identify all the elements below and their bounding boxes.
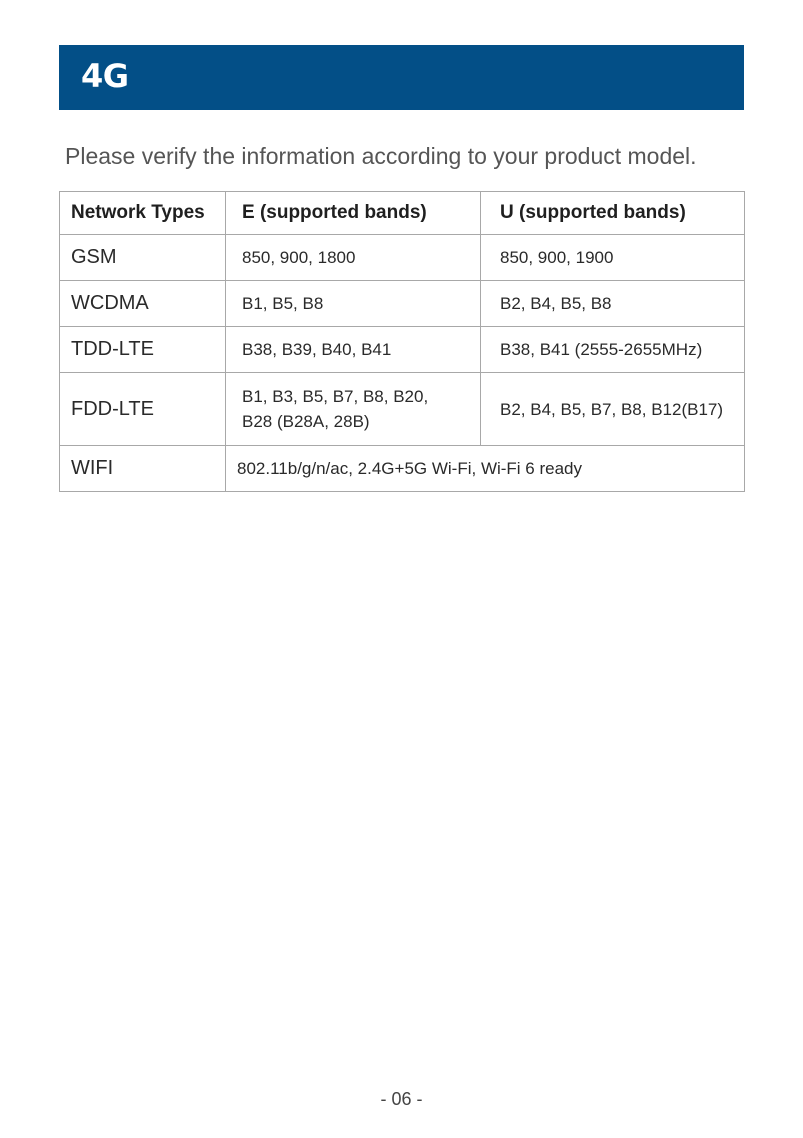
table-row — [60, 327, 745, 373]
e-bands-cell: B38, B39, B40, B41 — [226, 327, 481, 373]
network-type-cell: FDD-LTE — [60, 373, 226, 446]
e-bands-line-1: B1, B3, B5, B7, B8, B20, — [242, 387, 429, 406]
e-bands-cell: 850, 900, 1800 — [226, 235, 481, 281]
network-type-cell: TDD-LTE — [60, 327, 226, 373]
page-number: - 06 - — [380, 1089, 423, 1109]
u-bands-cell: B2, B4, B5, B7, B8, B12(B17) — [481, 373, 745, 446]
e-bands-cell — [226, 373, 481, 446]
table-row — [60, 281, 745, 327]
u-bands-cell: B38, B41 (2555-2655MHz) — [481, 327, 745, 373]
network-type-cell: GSM — [60, 235, 226, 281]
header-e-bands: E (supported bands) — [226, 192, 481, 235]
network-type-cell: WCDMA — [60, 281, 226, 327]
e-bands-line-2: B28 (B28A, 28B) — [242, 412, 370, 431]
u-bands-cell: 850, 900, 1900 — [481, 235, 745, 281]
intro-text: Please verify the information according to your product model. — [65, 143, 697, 169]
section-title-bar — [59, 45, 744, 110]
network-bands-table — [59, 191, 745, 492]
u-bands-cell: B2, B4, B5, B8 — [481, 281, 745, 327]
table-row — [60, 373, 745, 446]
section-title: 4G — [81, 57, 129, 95]
header-network-types: Network Types — [60, 192, 226, 235]
e-bands-cell: B1, B5, B8 — [226, 281, 481, 327]
table-header-row — [60, 192, 745, 235]
wifi-spec-cell: 802.11b/g/n/ac, 2.4G+5G Wi-Fi, Wi-Fi 6 ready — [226, 446, 745, 492]
table-row — [60, 446, 745, 492]
header-u-bands: U (supported bands) — [481, 192, 745, 235]
table-row — [60, 235, 745, 281]
network-type-cell: WIFI — [60, 446, 226, 492]
